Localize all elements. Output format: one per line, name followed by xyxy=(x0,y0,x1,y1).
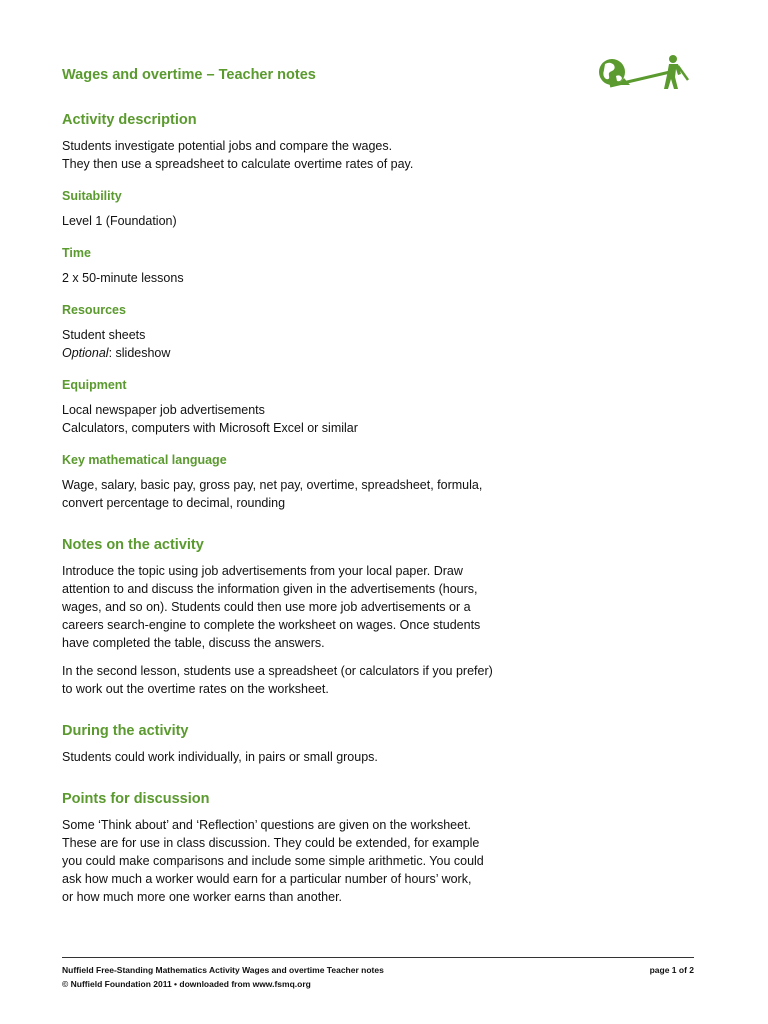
activity-description-text: Students investigate potential jobs and compare the wages. They then use a spreadsheet to calculate overtime rates of pay. xyxy=(62,139,414,171)
notes-paragraph-2: In the second lesson, students use a spreadsheet (or calculators if you prefer) to work out the overtime rates on the worksheet. xyxy=(62,664,493,696)
notes-heading: Notes on the activity xyxy=(62,537,204,553)
discussion-text: Some ‘Think about’ and ‘Reflection’ questions are given on the worksheet. These are for use in class discussion. They could be extended, for example you could make comparisons and include some simple arithmetic. You could ask how much a worker would earn for a particular number of hours’ work, or how much more one worker earns than another. xyxy=(62,818,484,904)
suitability-heading: Suitability xyxy=(62,189,122,203)
content xyxy=(62,109,702,906)
key-language-text: Wage, salary, basic pay, gross pay, net pay, overtime, spreadsheet, formula, convert percentage to decimal, rounding xyxy=(62,478,483,510)
activity-description-heading: Activity description xyxy=(62,112,197,128)
suitability-text: Level 1 (Foundation) xyxy=(62,214,177,228)
footer xyxy=(62,963,694,991)
nuffield-globe-worker-logo-icon xyxy=(596,52,696,92)
key-language-heading: Key mathematical language xyxy=(62,453,227,467)
during-text: Students could work individually, in pairs or small groups. xyxy=(62,750,378,764)
during-heading: During the activity xyxy=(62,723,189,739)
resources-text: Student sheets Optional: slideshow xyxy=(62,328,171,360)
page-number: page 1 of 2 xyxy=(649,965,694,975)
equipment-text: Local newspaper job advertisements Calculators, computers with Microsoft Excel or similar xyxy=(62,403,358,435)
footer-title: Nuffield Free-Standing Mathematics Activity Wages and overtime Teacher notes xyxy=(62,965,384,975)
page xyxy=(62,0,702,1024)
discussion-heading: Points for discussion xyxy=(62,791,210,807)
time-text: 2 x 50-minute lessons xyxy=(62,271,184,285)
footer-divider xyxy=(62,957,694,958)
footer-copyright: © Nuffield Foundation 2011 • downloaded from www.fsmq.org xyxy=(62,979,311,989)
resources-heading: Resources xyxy=(62,303,126,317)
time-heading: Time xyxy=(62,246,91,260)
page-title: Wages and overtime – Teacher notes xyxy=(62,67,316,83)
equipment-heading: Equipment xyxy=(62,378,127,392)
notes-paragraph-1: Introduce the topic using job advertisements from your local paper. Draw attention to and discuss the information given in the advertisements (hours, wages, and so on). Students could then use more job advertisements or a careers search-engine to complete the worksheet on wages. Once students have completed the table, discuss the answers. xyxy=(62,564,481,650)
